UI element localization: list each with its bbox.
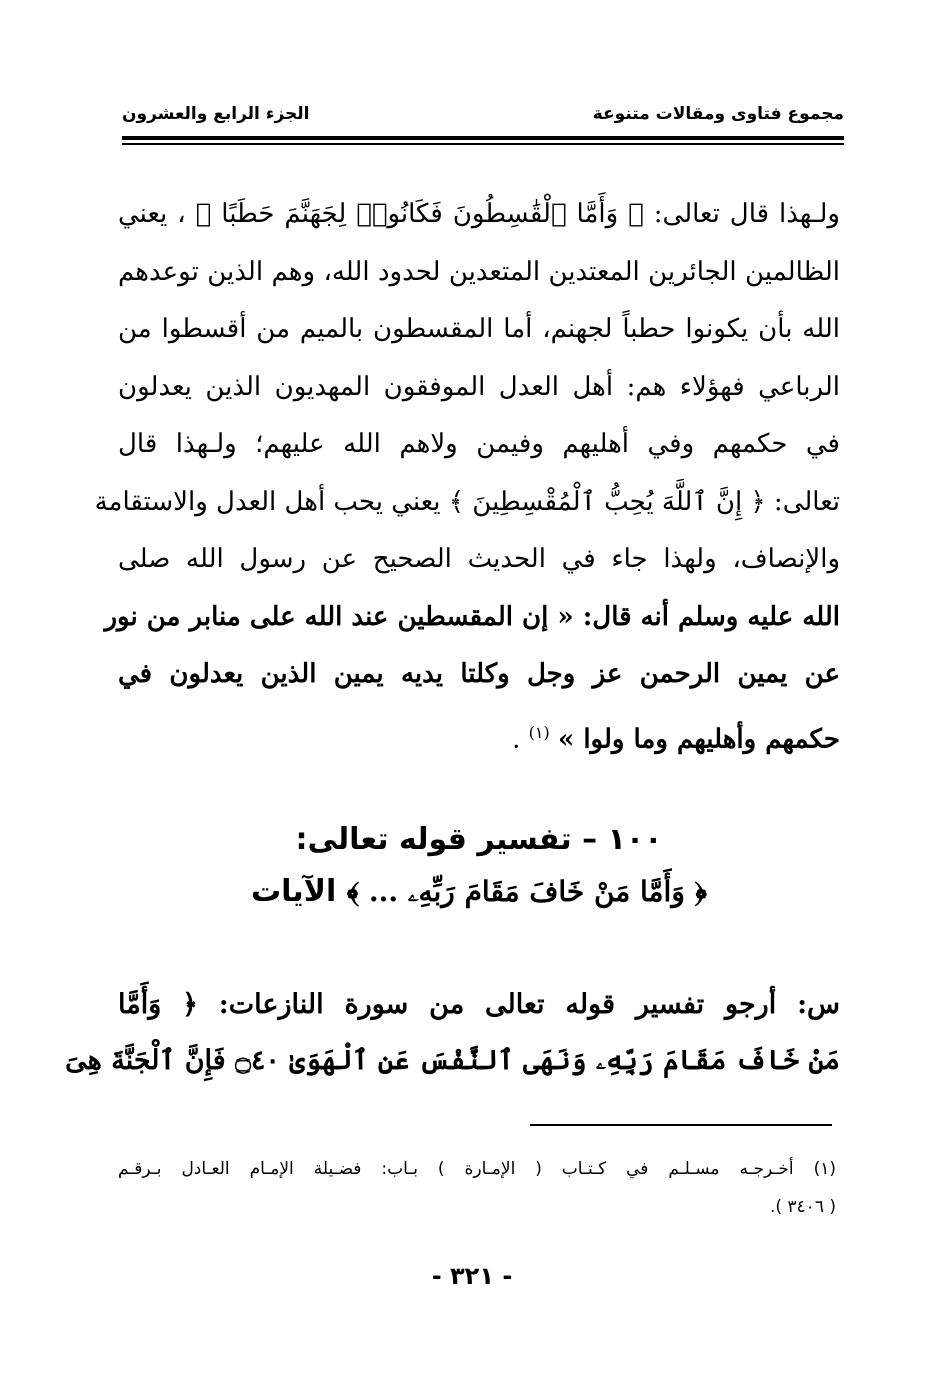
- footnote-line: (١) أخـرجـه مسـلـم في كـتـاب ( الإمـارة ) بـاب: فضـيلة الإمـام العـادل بـرقـم: [118, 1159, 836, 1179]
- body-line: الله بأن يكونوا حطباً لجهنم، أما المقسطون بالميم من أقسطوا من: [118, 314, 840, 344]
- page-number: - ٣٢١ -: [431, 1262, 513, 1290]
- body-line-last: [118, 704, 840, 762]
- footnote-reference: (١): [528, 722, 550, 742]
- question-line: س: أرجو تفسير قوله تعالى من سورة النازعات: ﴿ وَأَمَّا: [118, 989, 840, 1020]
- section-subtitle-tail: الآيات: [250, 874, 347, 909]
- body-line-hadith: عن يمين الرحمن عز وجل وكلتا يديه يمين الذين يعدلون في: [118, 659, 840, 689]
- hadith-end: حكمهم وأهليهم وما ولوا »: [558, 724, 840, 755]
- body-line: والإنصاف، ولهذا جاء في الحديث الصحيح عن رسول الله صلى: [118, 544, 840, 574]
- body-line: في حكمهم وفي أهليهم وفيمن ولاهم الله عليهم؛ ولـهذا قال: [118, 429, 840, 459]
- section-subtitle: [118, 866, 840, 918]
- end-period: .: [512, 724, 521, 755]
- body-line: الرباعي فهؤلاء هم: أهل العدل الموفقون المهديون الذين يعدلون: [118, 371, 840, 402]
- body-line: ولـهذا قال تعالى: ﴿ وَأَمَّا ٱلْقَٰسِطُونَ فَكَانُوا۟ لِجَهَنَّمَ حَطَبًا ﴾ ، يعني: [118, 199, 840, 229]
- running-header: [122, 98, 844, 132]
- section-heading: [118, 814, 840, 918]
- footnote-line: ( ٣٤٠٦ ).: [769, 1197, 836, 1217]
- question-line: مَنْ خَافَ مَقَامَ رَبِّهِۦ وَنَهَى ٱلنَّفْسَ عَنِ ٱلْهَوَىٰ ۝٤٠ فَإِنَّ ٱلْجَنَّةَ هِىَ: [65, 1045, 840, 1076]
- question-paragraph: [65, 977, 840, 1089]
- footnote: [118, 1150, 836, 1226]
- section-subtitle-verse: ﴿ وَأَمَّا مَنْ خَافَ مَقَامَ رَبِّهِۦ ... ﴾: [346, 875, 708, 908]
- body-paragraph: [94, 186, 840, 761]
- footnote-separator: [530, 1124, 832, 1126]
- volume-title: الجزء الرابع والعشرون: [122, 104, 310, 124]
- book-title: مجموع فتاوى ومقالات متنوعة: [592, 104, 844, 124]
- body-line: الظالمين الجائرين المعتدين المتعدين لحدود الله، وهم الذين توعدهم: [118, 256, 840, 287]
- body-line: تعالى: ﴿ إِنَّ ٱللَّهَ يُحِبُّ ٱلْمُقْسِطِينَ ﴾ يعني يحب أهل العدل والاستقامة: [94, 486, 840, 517]
- body-line-hadith: الله عليه وسلم أنه قال: « إن المقسطين عند الله على منابر من نور: [104, 601, 840, 632]
- header-rule-thick: [122, 136, 844, 140]
- section-title: ١٠٠ – تفسير قوله تعالى:: [295, 822, 663, 857]
- header-rule-thin: [122, 143, 844, 145]
